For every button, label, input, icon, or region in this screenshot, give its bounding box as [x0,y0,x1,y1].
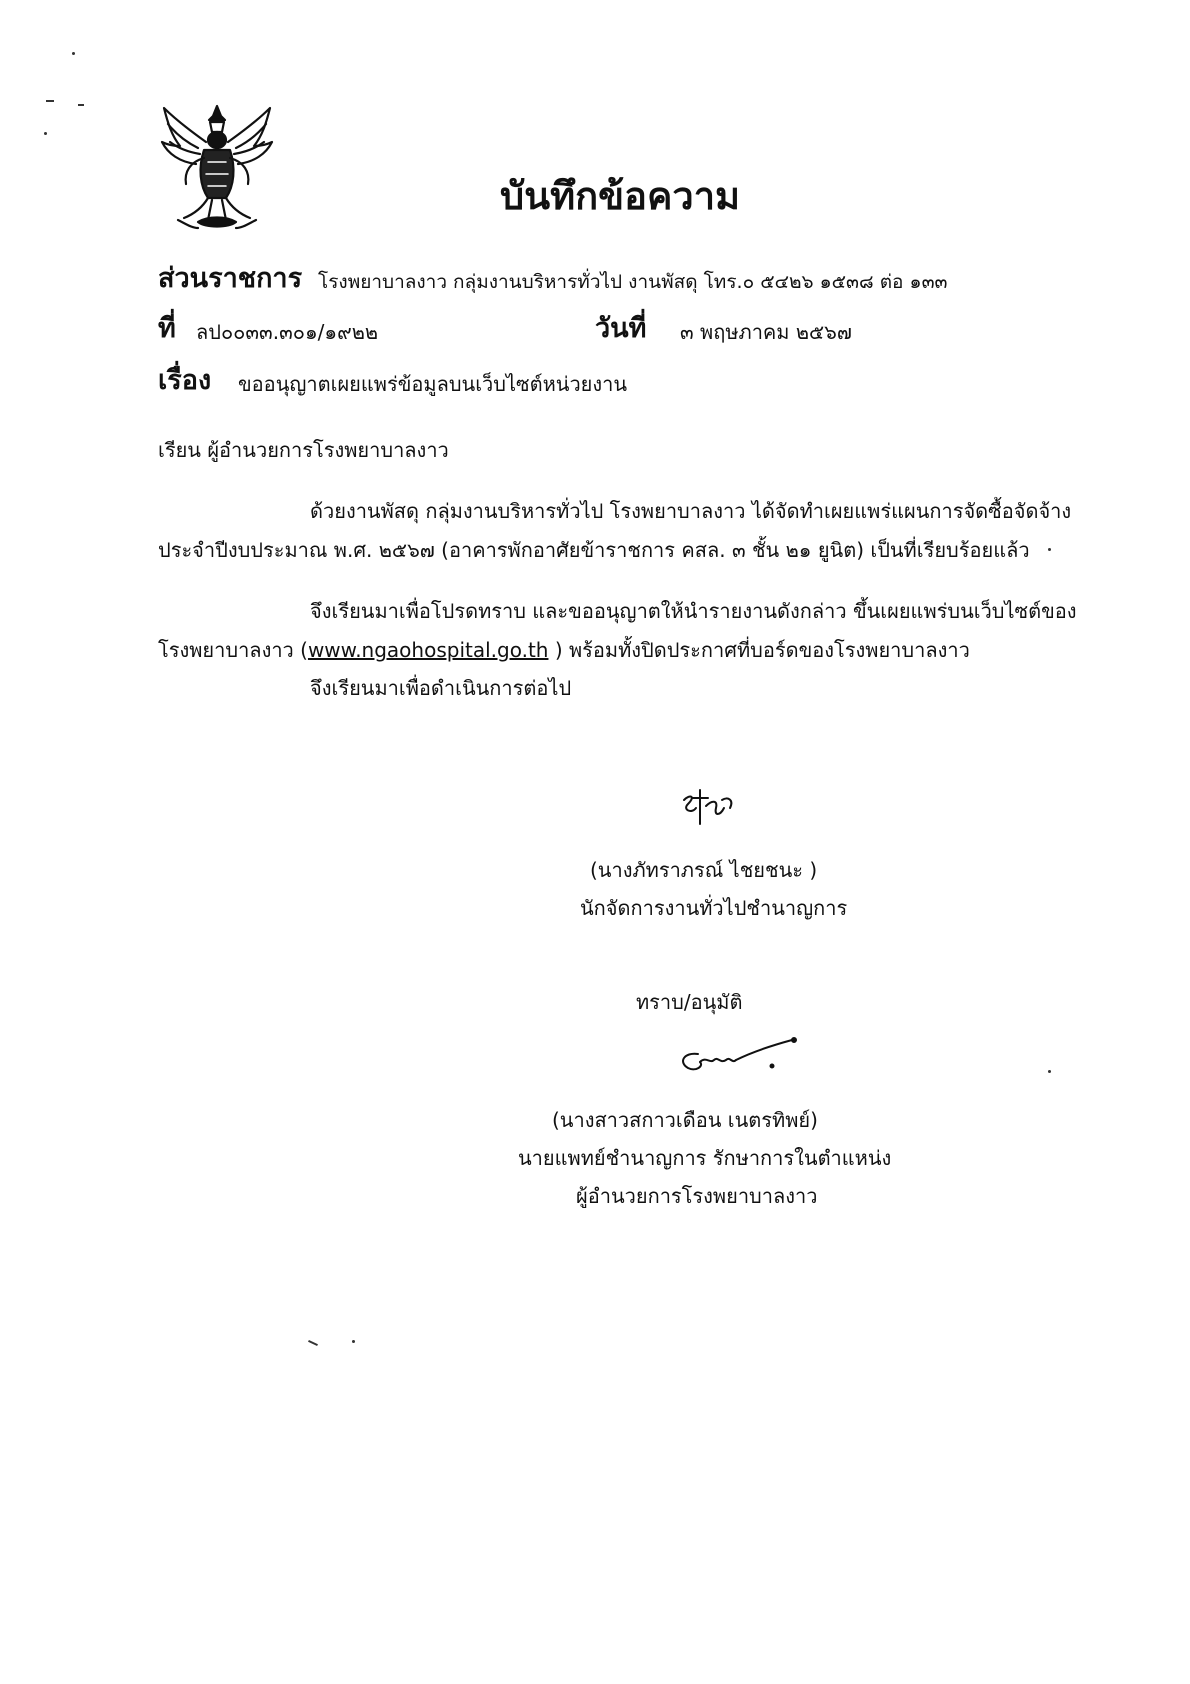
scan-speck [44,132,47,135]
signer-1-name: (นางภัทราภรณ์ ไชยชนะ ) [590,858,818,882]
scan-speck [78,104,84,106]
scan-speck [1048,548,1051,551]
salutation: เรียน ผู้อำนวยการโรงพยาบาลงาว [158,438,449,462]
website-link[interactable]: www.ngaohospital.go.th [307,638,549,662]
paragraph-2-prefix: โรงพยาบาลงาว ( [158,638,308,662]
scan-speck [46,100,54,102]
garuda-emblem-icon [158,102,276,232]
approver-position-line-1: นายแพทย์ชำนาญการ รักษาการในตำแหน่ง [518,1146,892,1170]
scan-speck [352,1340,355,1343]
approval-label: ทราบ/อนุมัติ [636,990,743,1014]
subject-label: เรื่อง [158,365,212,396]
agency-value: โรงพยาบาลงาว กลุ่มงานบริหารทั่วไป งานพัสดุ โทร.๐ ๕๔๒๖ ๑๕๓๘ ต่อ ๑๓๓ [318,271,948,293]
signature-1-icon [678,786,738,830]
page-title: บันทึกข้อความ [500,174,741,218]
ref-label: ที่ [158,313,176,344]
date-value: ๓ พฤษภาคม ๒๕๖๗ [680,320,852,344]
paragraph-1-line-2: ประจำปีงบประมาณ พ.ศ. ๒๕๖๗ (อาคารพักอาศัยข้าราชการ คสล. ๓ ชั้น ๒๑ ยูนิต) เป็นที่เรียบร้อยแล้ว [158,538,1030,562]
scan-speck [1048,1070,1051,1073]
paragraph-3: จึงเรียนมาเพื่อดำเนินการต่อไป [310,676,572,700]
paragraph-2-line-2 [158,636,970,664]
scan-speck [308,1340,318,1346]
subject-value: ขออนุญาตเผยแพร่ข้อมูลบนเว็บไซต์หน่วยงาน [238,372,628,396]
scan-speck [72,52,75,55]
signature-2-icon [674,1036,804,1080]
signer-1-position: นักจัดการงานทั่วไปชำนาญการ [580,896,848,920]
approver-name: (นางสาวสกาวเดือน เนตรทิพย์) [552,1108,818,1132]
ref-value: ลป๐๐๓๓.๓๐๑/๑๙๒๒ [196,320,379,344]
paragraph-2-suffix: ) พร้อมทั้งปิดประกาศที่บอร์ดของโรงพยาบาลงาว [548,638,970,662]
paragraph-1-line-1: ด้วยงานพัสดุ กลุ่มงานบริหารทั่วไป โรงพยาบาลงาว ได้จัดทำเผยแพร่แผนการจัดซื้อจัดจ้าง [310,499,1072,523]
paragraph-2-line-1: จึงเรียนมาเพื่อโปรดทราบ และขออนุญาตให้นำรายงานดังกล่าว ขึ้นเผยแพร่บนเว็บไซต์ของ [310,599,1077,623]
date-label: วันที่ [595,313,647,344]
agency-label: ส่วนราชการ [158,263,303,294]
approver-position-line-2: ผู้อำนวยการโรงพยาบาลงาว [576,1184,818,1208]
